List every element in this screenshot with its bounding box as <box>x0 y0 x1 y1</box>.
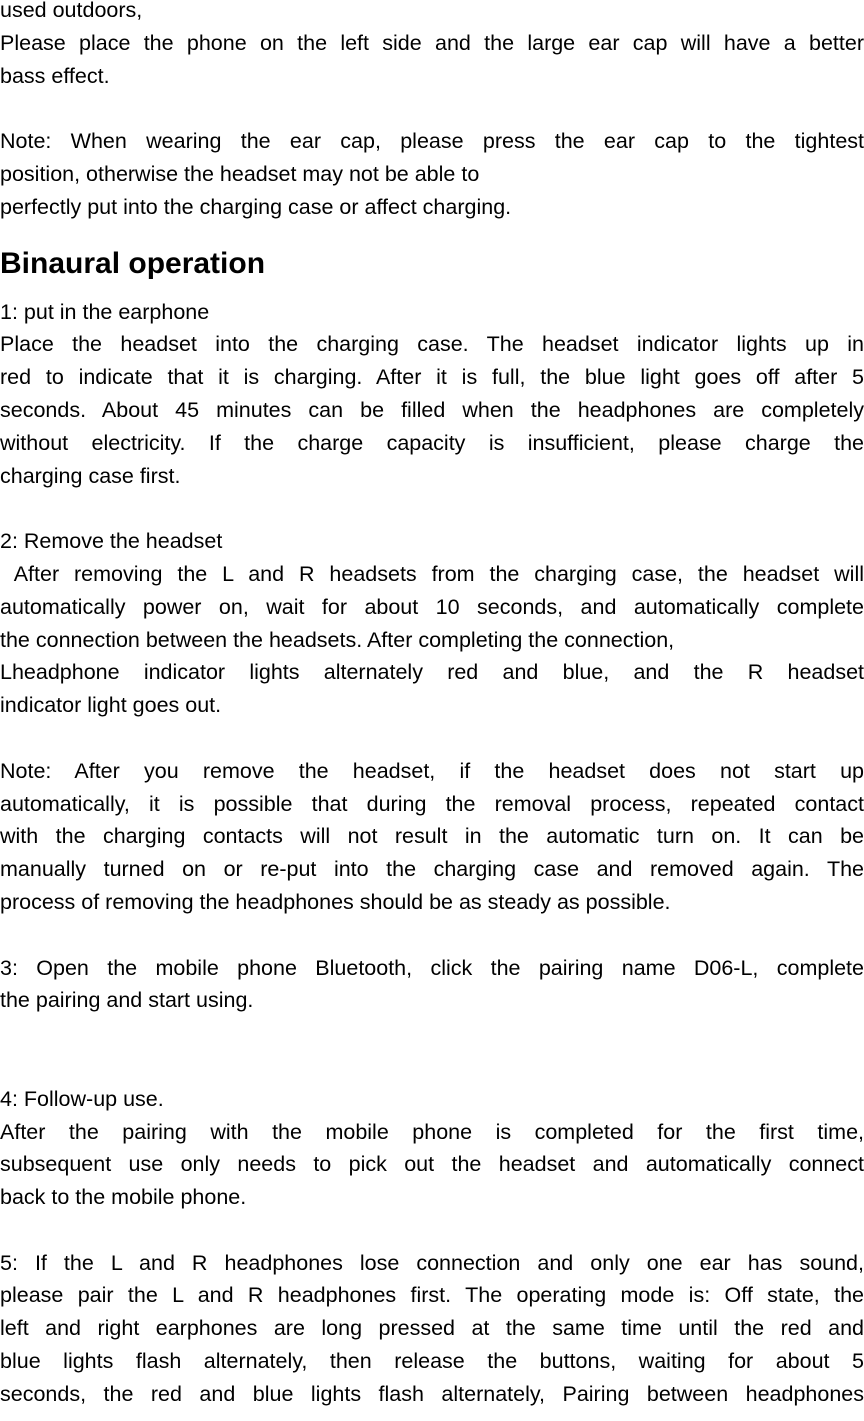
text-line: blue lights flash alternately, then release the buttons, waiting for about 5 <box>0 1349 864 1374</box>
text-line: used outdoors, <box>0 0 143 22</box>
paragraph-gap <box>0 492 864 525</box>
step-2 <box>0 525 864 722</box>
text-line: subsequent use only needs to pick out the headset and automatically connect <box>0 1152 864 1177</box>
paragraph-ear-cap-note <box>0 125 864 223</box>
paragraph-ear-cap <box>0 0 864 92</box>
text-line: please pair the L and R headphones first. The operating mode is: Off state, the <box>0 1283 864 1308</box>
text-line: process of removing the headphones should be as steady as possible. <box>0 889 671 914</box>
text-line: with the charging contacts will not result in the automatic turn on. It can be <box>0 824 864 849</box>
text-line: position, otherwise the headset may not be able to <box>0 161 480 186</box>
text-line: automatically power on, wait for about 10 seconds, and automatically complete <box>0 594 864 619</box>
step-4 <box>0 1083 864 1214</box>
text-line: Please place the phone on the left side and the large ear cap will have a better <box>0 30 864 55</box>
text-line: seconds. About 45 minutes can be filled when the headphones are completely <box>0 397 864 422</box>
text-line: manually turned on or re-put into the charging case and removed again. The <box>0 857 864 882</box>
text-line: Place the headset into the charging case. The headset indicator lights up in <box>0 332 864 357</box>
paragraph-gap <box>0 1214 864 1247</box>
text-line: left and right earphones are long pressed at the same time until the red and <box>0 1316 864 1341</box>
step-2-note <box>0 755 864 919</box>
text-line: red to indicate that it is charging. After it is full, the blue light goes off after 5 <box>0 365 864 390</box>
text-line: Note: When wearing the ear cap, please press the ear cap to the tightest <box>0 129 864 154</box>
paragraph-gap <box>0 92 864 125</box>
text-line: After removing the L and R headsets from the charging case, the headset will <box>0 561 864 586</box>
text-line: Lheadphone indicator lights alternately red and blue, and the R headset <box>0 660 864 685</box>
text-line: without electricity. If the charge capacity is insufficient, please charge the <box>0 430 864 455</box>
step-title: 4: Follow-up use. <box>0 1086 164 1111</box>
section-heading: Binaural operation <box>0 246 266 280</box>
paragraph-gap <box>0 1017 864 1050</box>
step-5 <box>0 1247 864 1411</box>
step-1 <box>0 296 864 493</box>
step-title: 2: Remove the headset <box>0 529 223 554</box>
text-line: 5: If the L and R headphones lose connection and only one ear has sound, <box>0 1250 864 1275</box>
text-line: back to the mobile phone. <box>0 1185 247 1210</box>
text-line: seconds, the red and blue lights flash alternately, Pairing between headphones <box>0 1381 864 1406</box>
text-line: perfectly put into the charging case or affect charging. <box>0 194 512 219</box>
text-line: Note: After you remove the headset, if the headset does not start up <box>0 758 864 783</box>
text-line: the connection between the headsets. After completing the connection, <box>0 627 675 652</box>
text-line: 3: Open the mobile phone Bluetooth, click the pairing name D06-L, complete <box>0 955 864 980</box>
paragraph-gap <box>0 919 864 952</box>
step-title: 1: put in the earphone <box>0 299 210 324</box>
text-line: charging case first. <box>0 463 181 488</box>
text-line: the pairing and start using. <box>0 988 254 1013</box>
paragraph-gap <box>0 722 864 755</box>
text-line: automatically, it is possible that during the removal process, repeated contact <box>0 791 864 816</box>
text-line: indicator light goes out. <box>0 693 222 718</box>
text-line: bass effect. <box>0 63 110 88</box>
paragraph-gap <box>0 1050 864 1083</box>
step-3 <box>0 952 864 1018</box>
text-line: After the pairing with the mobile phone is completed for the first time, <box>0 1119 864 1144</box>
